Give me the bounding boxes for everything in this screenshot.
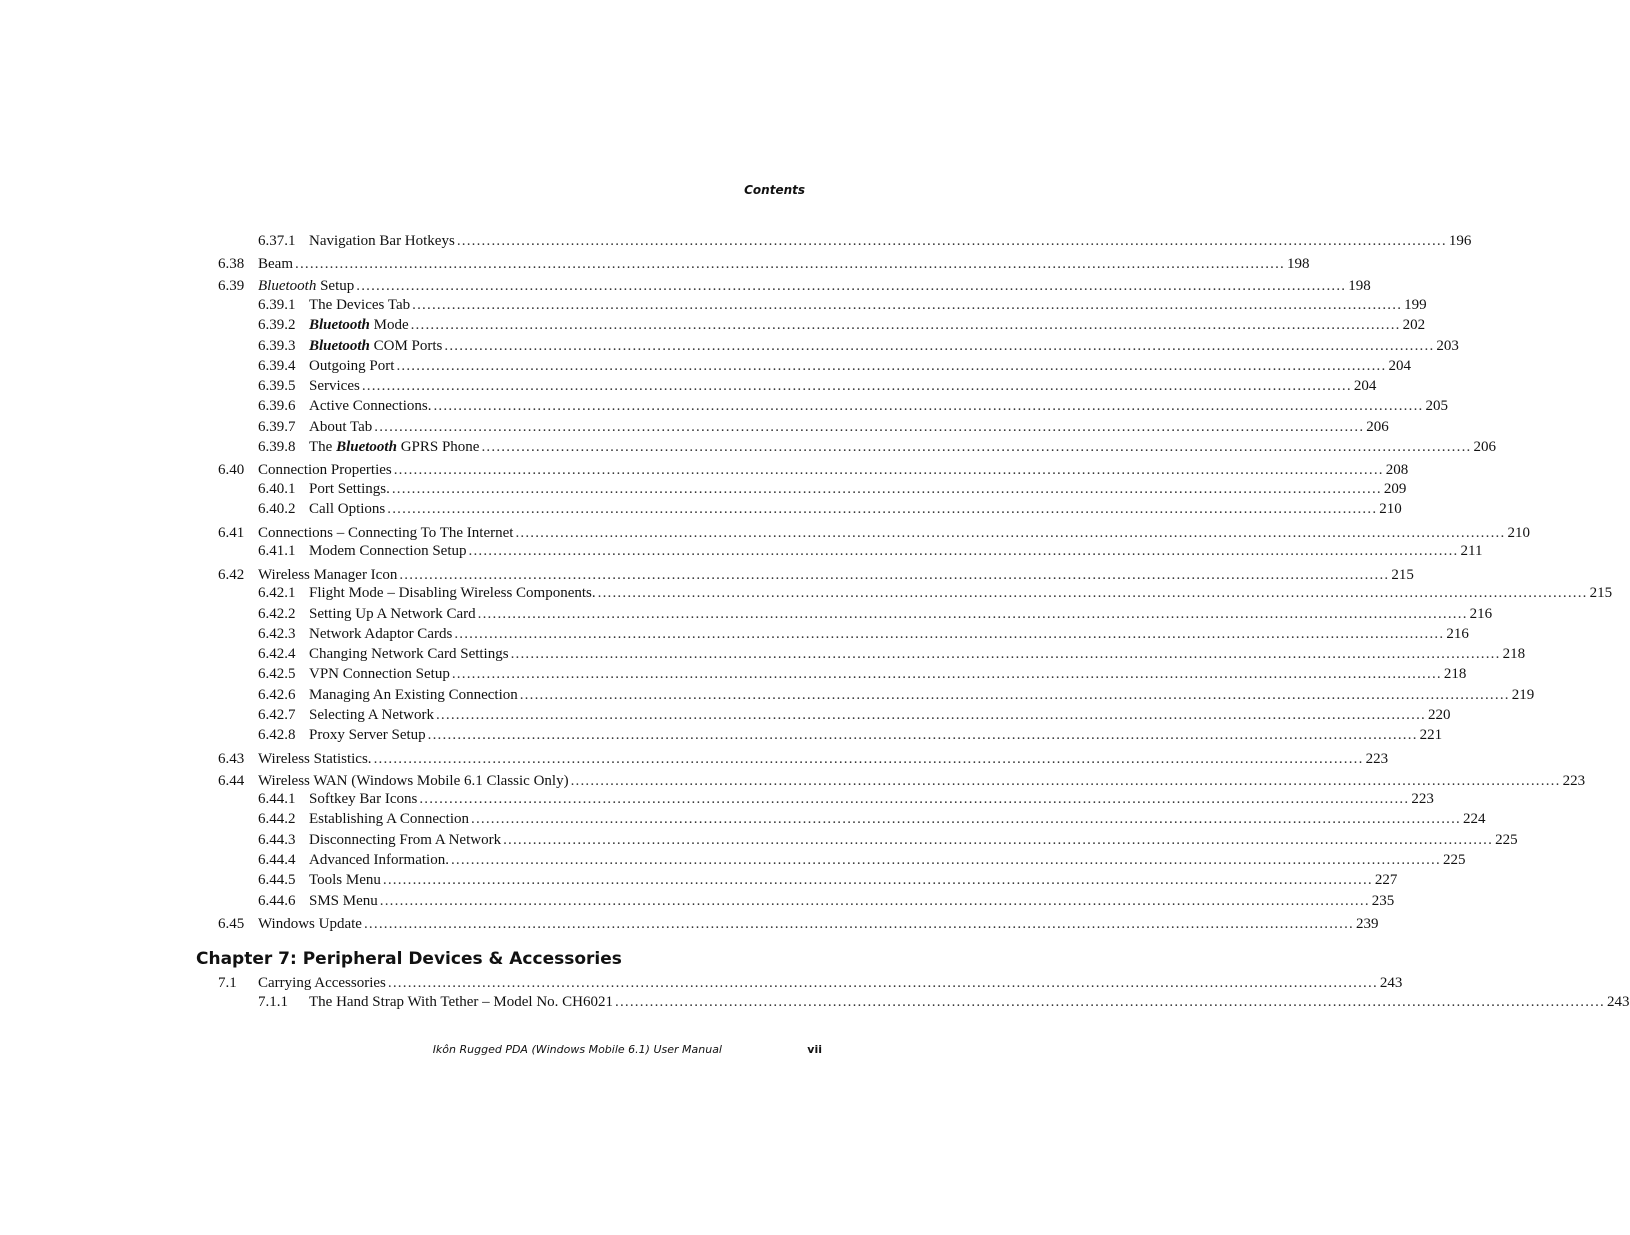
toc-title-segment: Windows Update — [258, 916, 362, 932]
toc-title-segment: Selecting A Network — [309, 707, 434, 723]
toc-entry-title — [309, 705, 434, 725]
toc-title-segment: Softkey Bar Icons — [309, 791, 418, 807]
toc-entry-title — [309, 850, 449, 870]
toc-entry-page: 216 — [1469, 606, 1493, 622]
toc-entry-number: 6.44.4 — [258, 852, 296, 868]
toc-entry — [258, 499, 1402, 519]
toc-entry — [218, 565, 1414, 585]
toc-entry-number: 6.39.2 — [258, 317, 296, 333]
toc-entry-title — [258, 276, 354, 296]
toc-entry-page: 215 — [1391, 567, 1414, 583]
toc-entry — [258, 231, 1472, 251]
toc-title-segment: Wireless Manager Icon — [258, 567, 398, 583]
toc-entry-number: 6.44.2 — [258, 811, 296, 827]
dot-leader: ........................................................................................................................................................................................................ — [435, 707, 1426, 723]
toc-title-segment: Advanced Information. — [309, 852, 449, 868]
toc-entry-title — [309, 315, 409, 335]
dot-leader: ........................................................................................................................................................................................................ — [450, 852, 1441, 868]
toc-entry-number: 6.41.1 — [258, 543, 296, 559]
toc-title-segment: Network Adaptor Cards — [309, 626, 453, 642]
toc-entry — [258, 705, 1451, 725]
toc-entry — [258, 685, 1535, 705]
dot-leader: ........................................................................................................................................................................................................ — [382, 872, 1373, 888]
toc-entry-number: 6.41 — [218, 525, 245, 541]
toc-entry-number: 6.42.4 — [258, 646, 296, 662]
dot-leader: ........................................................................................................................................................................................................ — [456, 233, 1447, 249]
toc-entry-page: 243 — [1379, 975, 1403, 991]
toc-entry-number: 6.40.1 — [258, 481, 296, 497]
toc-entry — [218, 254, 1310, 274]
dot-leader: ........................................................................................................................................................................................................ — [477, 606, 1468, 622]
toc-entry-page: 223 — [1411, 791, 1434, 807]
toc-entry-page: 206 — [1366, 419, 1389, 435]
toc-entry-title — [309, 604, 476, 624]
toc-entry — [258, 295, 1427, 315]
toc-entry — [258, 830, 1518, 850]
toc-entry — [258, 376, 1377, 396]
toc-title-segment: Changing Network Card Settings — [309, 646, 509, 662]
toc-entry-title — [309, 789, 417, 809]
dot-leader: ........................................................................................................................................................................................................ — [387, 975, 1378, 991]
toc-entry-page: 210 — [1379, 501, 1402, 517]
toc-entry-page: 196 — [1448, 233, 1472, 249]
toc-entry — [218, 276, 1371, 296]
toc-entry — [258, 789, 1434, 809]
toc-entry — [258, 664, 1467, 684]
toc-title-segment: Bluetooth — [309, 338, 370, 354]
dot-leader: ........................................................................................................................................................................................................ — [481, 439, 1472, 455]
toc-entry — [218, 523, 1530, 543]
dot-leader: ........................................................................................................................................................................................................ — [373, 751, 1364, 767]
toc-entry — [258, 725, 1443, 745]
toc-title-segment: Setup — [316, 278, 355, 294]
toc-entry-page: 211 — [1460, 543, 1483, 559]
toc-entry-page: 216 — [1446, 626, 1469, 642]
toc-entry-title — [258, 914, 362, 934]
dot-leader: ........................................................................................................................................................................................................ — [454, 626, 1445, 642]
dot-leader: ........................................................................................................................................................................................................ — [396, 358, 1387, 374]
toc-entry-page: 220 — [1427, 707, 1451, 723]
toc-entry-title — [258, 523, 513, 543]
toc-entry-number: 6.44.5 — [258, 872, 296, 888]
toc-entry — [258, 624, 1469, 644]
dot-leader: ........................................................................................................................................................................................................ — [295, 256, 1285, 272]
toc-entry-page: 199 — [1404, 297, 1427, 313]
toc-entry-number: 6.38 — [218, 256, 245, 272]
toc-entry-title — [309, 583, 596, 603]
toc-entry — [218, 460, 1409, 480]
toc-entry-title — [258, 973, 386, 993]
toc-title-segment: Proxy Server Setup — [309, 727, 426, 743]
toc-entry-number: 6.44.1 — [258, 791, 296, 807]
toc-entry-title — [309, 644, 509, 664]
toc-entry-title — [309, 992, 613, 1012]
toc-entry — [258, 604, 1493, 624]
dot-leader: ........................................................................................................................................................................................................ — [419, 791, 1410, 807]
toc-entry — [258, 437, 1496, 457]
toc-entry-title — [309, 685, 518, 705]
toc-entry-page: 219 — [1511, 687, 1535, 703]
toc-entry-title — [309, 231, 455, 251]
toc-entry-number: 6.45 — [218, 916, 245, 932]
toc-entry-page: 210 — [1507, 525, 1530, 541]
toc-title-segment: Call Options — [309, 501, 386, 517]
toc-entry-number: 6.37.1 — [258, 233, 296, 249]
toc-entry-title — [309, 809, 469, 829]
dot-leader: ........................................................................................................................................................................................................ — [471, 811, 1461, 827]
toc-entry-title — [309, 356, 394, 376]
toc-title-segment: Beam — [258, 256, 293, 272]
toc-title-segment: Connection Properties — [258, 462, 392, 478]
toc-entry-number: 6.44.6 — [258, 893, 296, 909]
toc-entry-number: 6.42.7 — [258, 707, 296, 723]
dot-leader: ........................................................................................................................................................................................................ — [451, 666, 1442, 682]
dot-leader: ........................................................................................................................................................................................................ — [615, 994, 1605, 1010]
toc-title-segment: The Devices Tab — [309, 297, 411, 313]
toc-title-segment: Bluetooth — [258, 278, 317, 294]
toc-entry — [258, 583, 1613, 603]
toc-entry — [258, 417, 1389, 437]
toc-entry-number: 6.43 — [218, 751, 245, 767]
toc-entry-title — [309, 541, 467, 561]
dot-leader: ........................................................................................................................................................................................................ — [374, 419, 1365, 435]
toc-entry — [218, 749, 1389, 769]
toc-entry-title — [309, 830, 501, 850]
toc-entry-page: 198 — [1348, 278, 1371, 294]
dot-leader: ........................................................................................................................................................................................................ — [412, 297, 1403, 313]
toc-entry-number: 6.42.2 — [258, 606, 296, 622]
footer-page-number: vii — [807, 1043, 822, 1056]
toc-entry — [258, 541, 1483, 561]
toc-title-segment: Tools Menu — [309, 872, 381, 888]
dot-leader: ........................................................................................................................................................................................................ — [427, 727, 1418, 743]
toc-entry-page: 239 — [1355, 916, 1379, 932]
toc-entry-title — [309, 479, 390, 499]
toc-entry-number: 6.44.3 — [258, 832, 296, 848]
toc-entry-page: 218 — [1502, 646, 1526, 662]
dot-leader: ........................................................................................................................................................................................................ — [510, 646, 1501, 662]
toc-entry-title — [309, 664, 450, 684]
toc-entry-title — [309, 417, 372, 437]
dot-leader: ........................................................................................................................................................................................................ — [468, 543, 1459, 559]
toc-title-segment: Carrying Accessories — [258, 975, 386, 991]
toc-entry-page: 205 — [1425, 398, 1448, 414]
dot-leader: ........................................................................................................................................................................................................ — [433, 398, 1424, 414]
toc-entry-page: 208 — [1385, 462, 1409, 478]
dot-leader: ........................................................................................................................................................................................................ — [356, 278, 1347, 294]
toc-entry-title — [309, 376, 360, 396]
toc-entry-number: 6.39.3 — [258, 338, 296, 354]
toc-title-segment: The Hand Strap With Tether – Model No. CH6021 — [309, 994, 613, 1010]
toc-entry-number: 6.39.8 — [258, 439, 296, 455]
toc-entry — [258, 336, 1459, 356]
toc-entry-page: 218 — [1443, 666, 1467, 682]
toc-entry-title — [309, 396, 431, 416]
toc-entry-title — [309, 336, 442, 356]
dot-leader: ........................................................................................................................................................................................................ — [503, 832, 1494, 848]
running-head: Contents — [744, 183, 805, 197]
toc-entry-number: 6.42.6 — [258, 687, 296, 703]
toc-entry-number: 6.39 — [218, 278, 245, 294]
toc-title-segment: Disconnecting From A Network — [309, 832, 502, 848]
toc-entry — [258, 891, 1395, 911]
toc-entry-number: 6.39.7 — [258, 419, 296, 435]
dot-leader: ........................................................................................................................................................................................................ — [379, 893, 1370, 909]
toc-entry-page: 206 — [1473, 439, 1496, 455]
toc-entry — [258, 644, 1526, 664]
toc-title-segment: Managing An Existing Connection — [309, 687, 518, 703]
toc-entry-title — [258, 254, 293, 274]
toc-title-segment: Flight Mode – Disabling Wireless Components. — [309, 585, 596, 601]
toc-entry-title — [309, 891, 378, 911]
dot-leader: ........................................................................................................................................................................................................ — [391, 481, 1382, 497]
toc-entry-page: 209 — [1383, 481, 1407, 497]
toc-entry-number: 6.44 — [218, 773, 245, 789]
dot-leader: ........................................................................................................................................................................................................ — [570, 773, 1561, 789]
toc-entry-page: 221 — [1419, 727, 1443, 743]
toc-entry-title — [258, 771, 569, 791]
toc-title-segment: The — [309, 439, 337, 455]
toc-title-segment: Connections – Connecting To The Internet — [258, 525, 514, 541]
toc-entry-number: 6.39.6 — [258, 398, 296, 414]
toc-entry-page: 227 — [1374, 872, 1398, 888]
toc-title-segment: Bluetooth — [336, 439, 397, 455]
toc-entry-number: 6.42.1 — [258, 585, 296, 601]
toc-entry-title — [309, 437, 479, 457]
toc-entry — [258, 396, 1448, 416]
toc-entry — [258, 850, 1466, 870]
footer-manual-title: Ikôn Rugged PDA (Windows Mobile 6.1) User Manual — [432, 1043, 722, 1056]
toc-entry-number: 6.39.5 — [258, 378, 296, 394]
toc-entry-page: 198 — [1287, 256, 1310, 272]
dot-leader: ........................................................................................................................................................................................................ — [597, 585, 1588, 601]
toc-entry-title — [258, 460, 392, 480]
toc-title-segment: Mode — [369, 317, 409, 333]
toc-entry — [218, 973, 1403, 993]
toc-entry-title — [258, 565, 397, 585]
toc-entry-number: 6.39.4 — [258, 358, 296, 374]
toc-entry — [258, 315, 1426, 335]
toc-entry — [258, 870, 1398, 890]
toc-entry — [258, 479, 1407, 499]
dot-leader: ........................................................................................................................................................................................................ — [444, 338, 1435, 354]
toc-title-segment: COM Ports — [369, 338, 443, 354]
toc-entry-title — [309, 725, 426, 745]
dot-leader: ........................................................................................................................................................................................................ — [393, 462, 1384, 478]
toc-entry-number: 6.42.8 — [258, 727, 296, 743]
toc-entry-title — [309, 295, 410, 315]
toc-entry-title — [309, 624, 452, 644]
toc-entry-number: 6.40.2 — [258, 501, 296, 517]
dot-leader: ........................................................................................................................................................................................................ — [519, 687, 1510, 703]
toc-title-segment: Outgoing Port — [309, 358, 395, 374]
dot-leader: ........................................................................................................................................................................................................ — [387, 501, 1378, 517]
toc-entry — [258, 809, 1486, 829]
toc-title-segment: Establishing A Connection — [309, 811, 469, 827]
toc-title-segment: GPRS Phone — [396, 439, 480, 455]
toc-entry — [258, 356, 1411, 376]
toc-entry-number: 6.40 — [218, 462, 245, 478]
dot-leader: ........................................................................................................................................................................................................ — [515, 525, 1506, 541]
toc-title-segment: VPN Connection Setup — [309, 666, 450, 682]
dot-leader: ........................................................................................................................................................................................................ — [410, 317, 1401, 333]
dot-leader: ........................................................................................................................................................................................................ — [399, 567, 1390, 583]
toc-entry-page: 224 — [1463, 811, 1486, 827]
toc-title-segment: Active Connections. — [309, 398, 432, 414]
toc-entry-title — [258, 749, 372, 769]
toc-entry-page: 203 — [1436, 338, 1459, 354]
toc-entry-number: 6.42.5 — [258, 666, 296, 682]
toc-entry-page: 223 — [1562, 773, 1586, 789]
toc-title-segment: SMS Menu — [309, 893, 378, 909]
dot-leader: ........................................................................................................................................................................................................ — [361, 378, 1352, 394]
toc-entry-number: 7.1 — [218, 975, 237, 991]
toc-title-segment: Bluetooth — [309, 317, 370, 333]
toc-title-segment: Wireless Statistics. — [258, 751, 372, 767]
toc-entry-page: 223 — [1365, 751, 1389, 767]
dot-leader: ........................................................................................................................................................................................................ — [363, 916, 1354, 932]
toc-entry — [218, 914, 1379, 934]
toc-entry-page: 225 — [1442, 852, 1466, 868]
toc-title-segment: Port Settings. — [309, 481, 390, 497]
toc-title-segment: Modem Connection Setup — [309, 543, 467, 559]
toc-title-segment: Setting Up A Network Card — [309, 606, 476, 622]
toc-title-segment: Services — [309, 378, 360, 394]
toc-entry-number: 6.39.1 — [258, 297, 296, 313]
toc-entry-number: 7.1.1 — [258, 994, 288, 1010]
toc-entry-page: 243 — [1607, 994, 1630, 1010]
toc-title-segment: Wireless WAN (Windows Mobile 6.1 Classic Only) — [258, 773, 569, 789]
toc-entry — [218, 771, 1586, 791]
toc-entry-page: 204 — [1388, 358, 1411, 374]
toc-entry-page: 225 — [1495, 832, 1518, 848]
toc-entry-number: 6.42 — [218, 567, 245, 583]
chapter-heading: Chapter 7: Peripheral Devices & Accessories — [196, 949, 622, 969]
toc-entry-page: 235 — [1371, 893, 1395, 909]
toc-entry-page: 202 — [1402, 317, 1426, 333]
toc-entry-page: 204 — [1353, 378, 1377, 394]
toc-title-segment: About Tab — [309, 419, 373, 435]
toc-entry-title — [309, 499, 385, 519]
toc-entry — [258, 992, 1630, 1012]
toc-title-segment: Navigation Bar Hotkeys — [309, 233, 455, 249]
toc-entry-title — [309, 870, 381, 890]
toc-entry-number: 6.42.3 — [258, 626, 296, 642]
toc-entry-page: 215 — [1589, 585, 1613, 601]
